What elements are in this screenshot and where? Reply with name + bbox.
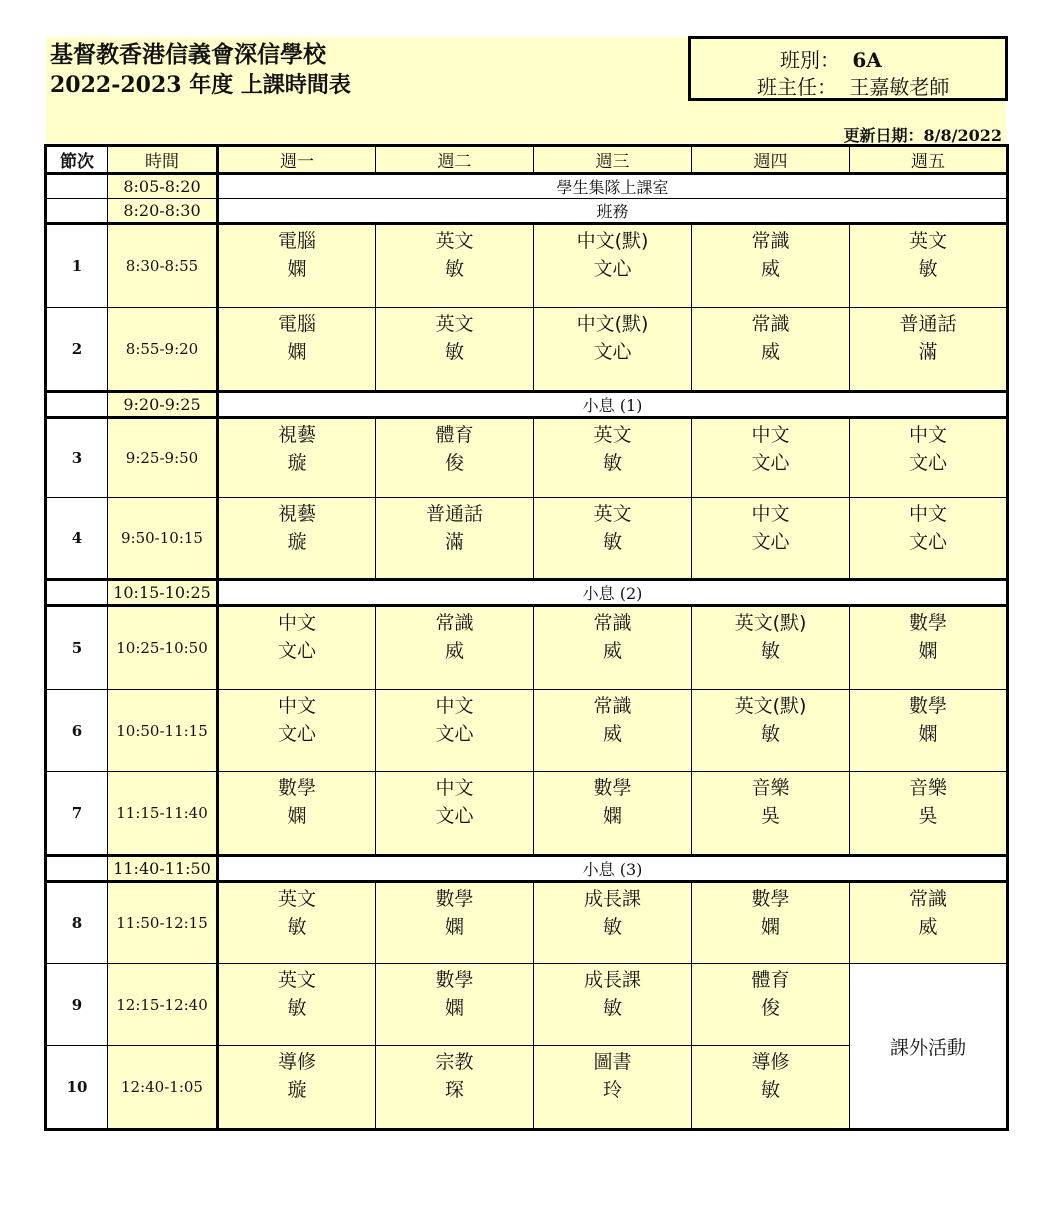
break-row — [46, 174, 1008, 199]
teacher-value: 王嘉敏老師 — [849, 75, 950, 99]
lesson-cell — [218, 498, 376, 580]
break-row — [46, 392, 1008, 418]
lesson-row — [46, 964, 1008, 1046]
subject-name: 中文(默) — [576, 313, 649, 335]
teacher-name: 敏 — [602, 452, 622, 474]
subject-name: 常識 — [908, 888, 947, 910]
teacher-name: 文心 — [751, 531, 790, 553]
subject-name: 中文 — [435, 777, 474, 799]
day-header: 週一 — [218, 146, 376, 174]
period-number: 3 — [46, 418, 108, 498]
day-header: 週五 — [850, 146, 1008, 174]
teacher-name: 敏 — [602, 916, 622, 938]
subject-name: 音樂 — [908, 777, 947, 799]
lesson-cell — [692, 418, 850, 498]
lesson-cell — [692, 308, 850, 392]
period-number: 10 — [46, 1046, 108, 1130]
teacher-name: 威 — [602, 640, 622, 662]
lesson-cell — [692, 882, 850, 964]
lesson-row — [46, 224, 1008, 308]
lesson-cell — [534, 882, 692, 964]
subject-name: 電腦 — [277, 313, 316, 335]
teacher-name: 敏 — [444, 258, 464, 280]
subject-name: 數學 — [277, 777, 316, 799]
lesson-cell — [850, 224, 1008, 308]
period-number — [46, 199, 108, 224]
teacher-name: 文心 — [435, 805, 474, 827]
teacher-name: 敏 — [760, 723, 780, 745]
lesson-cell — [534, 964, 692, 1046]
subject-name: 數學 — [435, 969, 474, 991]
subject-name: 英文(默) — [734, 695, 807, 717]
lesson-cell — [850, 690, 1008, 772]
teacher-name: 敏 — [287, 916, 307, 938]
lesson-cell — [376, 308, 534, 392]
lesson-cell — [850, 606, 1008, 690]
teacher-name: 嫻 — [287, 341, 307, 363]
lesson-cell — [218, 772, 376, 856]
subject-name: 常識 — [751, 230, 790, 252]
period-number: 7 — [46, 772, 108, 856]
class-info-box — [688, 36, 1008, 101]
lesson-row — [46, 418, 1008, 498]
break-row — [46, 580, 1008, 606]
period-number: 8 — [46, 882, 108, 964]
teacher-name: 敏 — [287, 997, 307, 1019]
time-range: 12:15-12:40 — [108, 964, 218, 1046]
lesson-cell — [850, 772, 1008, 856]
teacher-name: 玲 — [602, 1079, 622, 1101]
lesson-cell — [692, 606, 850, 690]
lesson-cell — [534, 308, 692, 392]
lesson-row — [46, 882, 1008, 964]
subject-name: 常識 — [751, 313, 790, 335]
subject-name: 導修 — [277, 1051, 316, 1073]
subject-name: 英文 — [435, 313, 474, 335]
subject-name: 數學 — [435, 888, 474, 910]
period-header: 節次 — [46, 146, 108, 174]
subject-name: 體育 — [751, 969, 790, 991]
teacher-name: 嫻 — [287, 258, 307, 280]
lesson-cell — [218, 418, 376, 498]
lesson-cell — [534, 1046, 692, 1130]
lesson-cell — [534, 772, 692, 856]
teacher-name: 敏 — [760, 640, 780, 662]
teacher-line — [757, 71, 949, 100]
teacher-name: 俊 — [444, 452, 464, 474]
lesson-cell — [218, 224, 376, 308]
subject-name: 音樂 — [751, 777, 790, 799]
header-row — [46, 146, 1008, 174]
teacher-name: 璇 — [287, 531, 307, 553]
teacher-name: 滿 — [444, 531, 464, 553]
period-number: 9 — [46, 964, 108, 1046]
extra-activity-cell: 課外活動 — [850, 964, 1008, 1130]
subject-name: 導修 — [751, 1051, 790, 1073]
teacher-name: 威 — [760, 258, 780, 280]
time-range: 12:40-1:05 — [108, 1046, 218, 1130]
time-range: 11:40-11:50 — [108, 856, 218, 882]
teacher-name: 威 — [444, 640, 464, 662]
lesson-cell — [850, 498, 1008, 580]
lesson-cell — [534, 606, 692, 690]
lesson-row — [46, 498, 1008, 580]
subject-name: 數學 — [908, 612, 947, 634]
subject-name: 普通話 — [899, 313, 957, 335]
period-number: 6 — [46, 690, 108, 772]
period-number — [46, 856, 108, 882]
teacher-name: 文心 — [277, 640, 316, 662]
lesson-cell — [534, 418, 692, 498]
lesson-cell — [692, 224, 850, 308]
teacher-name: 璇 — [287, 1079, 307, 1101]
time-range: 8:20-8:30 — [108, 199, 218, 224]
lesson-row — [46, 606, 1008, 690]
break-row — [46, 856, 1008, 882]
subject-name: 電腦 — [277, 230, 316, 252]
lesson-cell — [692, 498, 850, 580]
period-number: 4 — [46, 498, 108, 580]
lesson-row — [46, 690, 1008, 772]
time-range: 9:25-9:50 — [108, 418, 218, 498]
lesson-row — [46, 772, 1008, 856]
time-header: 時間 — [108, 146, 218, 174]
lesson-cell — [850, 418, 1008, 498]
subject-name: 英文 — [593, 503, 632, 525]
lesson-cell — [218, 690, 376, 772]
teacher-name: 璇 — [287, 452, 307, 474]
teacher-name: 威 — [760, 341, 780, 363]
lesson-cell — [376, 498, 534, 580]
subject-name: 數學 — [751, 888, 790, 910]
teacher-name: 文心 — [593, 258, 632, 280]
teacher-name: 琛 — [444, 1079, 464, 1101]
break-label: 小息 (1) — [218, 392, 1008, 418]
subject-name: 視藝 — [277, 424, 316, 446]
subject-name: 英文 — [908, 230, 947, 252]
break-label: 小息 (3) — [218, 856, 1008, 882]
school-name: 基督教香港信義會深信學校 — [50, 41, 326, 68]
lesson-cell — [692, 1046, 850, 1130]
period-number: 2 — [46, 308, 108, 392]
lesson-cell — [534, 690, 692, 772]
time-range: 8:30-8:55 — [108, 224, 218, 308]
teacher-name: 敏 — [602, 997, 622, 1019]
lesson-cell — [376, 606, 534, 690]
subject-name: 視藝 — [277, 503, 316, 525]
subject-name: 英文 — [277, 969, 316, 991]
subject-name: 圖書 — [593, 1051, 632, 1073]
teacher-name: 嫻 — [760, 916, 780, 938]
day-header: 週四 — [692, 146, 850, 174]
teacher-name: 文心 — [908, 531, 947, 553]
time-range: 11:50-12:15 — [108, 882, 218, 964]
class-label: 班別： — [780, 48, 840, 72]
subject-name: 英文 — [593, 424, 632, 446]
subject-name: 成長課 — [583, 969, 641, 991]
subject-name: 數學 — [593, 777, 632, 799]
timetable — [44, 144, 1009, 1131]
teacher-name: 吳 — [918, 805, 938, 827]
subject-name: 英文 — [435, 230, 474, 252]
teacher-name: 滿 — [918, 341, 938, 363]
subject-name: 體育 — [435, 424, 474, 446]
time-range: 10:50-11:15 — [108, 690, 218, 772]
subject-name: 中文 — [908, 503, 947, 525]
teacher-name: 文心 — [751, 452, 790, 474]
lesson-cell — [218, 882, 376, 964]
subject-name: 英文 — [277, 888, 316, 910]
lesson-cell — [376, 418, 534, 498]
lesson-cell — [218, 1046, 376, 1130]
teacher-name: 俊 — [760, 997, 780, 1019]
lesson-cell — [376, 224, 534, 308]
teacher-name: 嫻 — [444, 997, 464, 1019]
lesson-cell — [534, 498, 692, 580]
time-range: 8:05-8:20 — [108, 174, 218, 199]
lesson-cell — [376, 882, 534, 964]
day-header: 週三 — [534, 146, 692, 174]
day-header: 週二 — [376, 146, 534, 174]
teacher-name: 嫻 — [918, 640, 938, 662]
lesson-cell — [218, 606, 376, 690]
lesson-cell — [218, 964, 376, 1046]
period-number — [46, 580, 108, 606]
lesson-cell — [850, 308, 1008, 392]
class-value: 6A — [852, 48, 882, 72]
lesson-cell — [692, 772, 850, 856]
teacher-name: 吳 — [760, 805, 780, 827]
teacher-name: 威 — [918, 916, 938, 938]
teacher-name: 威 — [602, 723, 622, 745]
period-number — [46, 174, 108, 199]
lesson-cell — [376, 690, 534, 772]
lesson-cell — [692, 690, 850, 772]
time-range: 8:55-9:20 — [108, 308, 218, 392]
teacher-name: 敏 — [918, 258, 938, 280]
break-label: 小息 (2) — [218, 580, 1008, 606]
lesson-cell — [534, 224, 692, 308]
subject-name: 常識 — [435, 612, 474, 634]
teacher-name: 敏 — [444, 341, 464, 363]
teacher-name: 文心 — [277, 723, 316, 745]
time-range: 11:15-11:40 — [108, 772, 218, 856]
lesson-cell — [376, 772, 534, 856]
teacher-name: 嫻 — [602, 805, 622, 827]
lesson-cell — [376, 964, 534, 1046]
subject-name: 中文(默) — [576, 230, 649, 252]
lesson-cell — [692, 964, 850, 1046]
teacher-label: 班主任： — [757, 75, 837, 99]
subject-name: 中文 — [751, 424, 790, 446]
teacher-name: 文心 — [435, 723, 474, 745]
break-label: 學生集隊上課室 — [218, 174, 1008, 199]
subject-name: 中文 — [277, 612, 316, 634]
teacher-name: 文心 — [593, 341, 632, 363]
teacher-name: 敏 — [602, 531, 622, 553]
period-number — [46, 392, 108, 418]
subject-name: 成長課 — [583, 888, 641, 910]
break-label: 班務 — [218, 199, 1008, 224]
teacher-name: 嫻 — [287, 805, 307, 827]
teacher-name: 敏 — [760, 1079, 780, 1101]
break-row — [46, 199, 1008, 224]
timetable-title: 2022-2023 年度 上課時間表 — [50, 72, 351, 98]
subject-name: 常識 — [593, 695, 632, 717]
lesson-cell — [218, 308, 376, 392]
subject-name: 中文 — [277, 695, 316, 717]
lesson-row — [46, 308, 1008, 392]
updated-date: 更新日期：8/8/2022 — [843, 126, 1002, 145]
subject-name: 中文 — [435, 695, 474, 717]
time-range: 9:50-10:15 — [108, 498, 218, 580]
period-number: 5 — [46, 606, 108, 690]
subject-name: 宗教 — [435, 1051, 474, 1073]
subject-name: 常識 — [593, 612, 632, 634]
subject-name: 數學 — [908, 695, 947, 717]
subject-name: 英文(默) — [734, 612, 807, 634]
period-number: 1 — [46, 224, 108, 308]
teacher-name: 嫻 — [444, 916, 464, 938]
subject-name: 中文 — [751, 503, 790, 525]
time-range: 10:15-10:25 — [108, 580, 218, 606]
teacher-name: 文心 — [908, 452, 947, 474]
time-range: 10:25-10:50 — [108, 606, 218, 690]
class-line — [780, 44, 882, 73]
subject-name: 中文 — [908, 424, 947, 446]
teacher-name: 嫻 — [918, 723, 938, 745]
lesson-cell — [376, 1046, 534, 1130]
subject-name: 普通話 — [425, 503, 483, 525]
lesson-cell — [850, 882, 1008, 964]
time-range: 9:20-9:25 — [108, 392, 218, 418]
